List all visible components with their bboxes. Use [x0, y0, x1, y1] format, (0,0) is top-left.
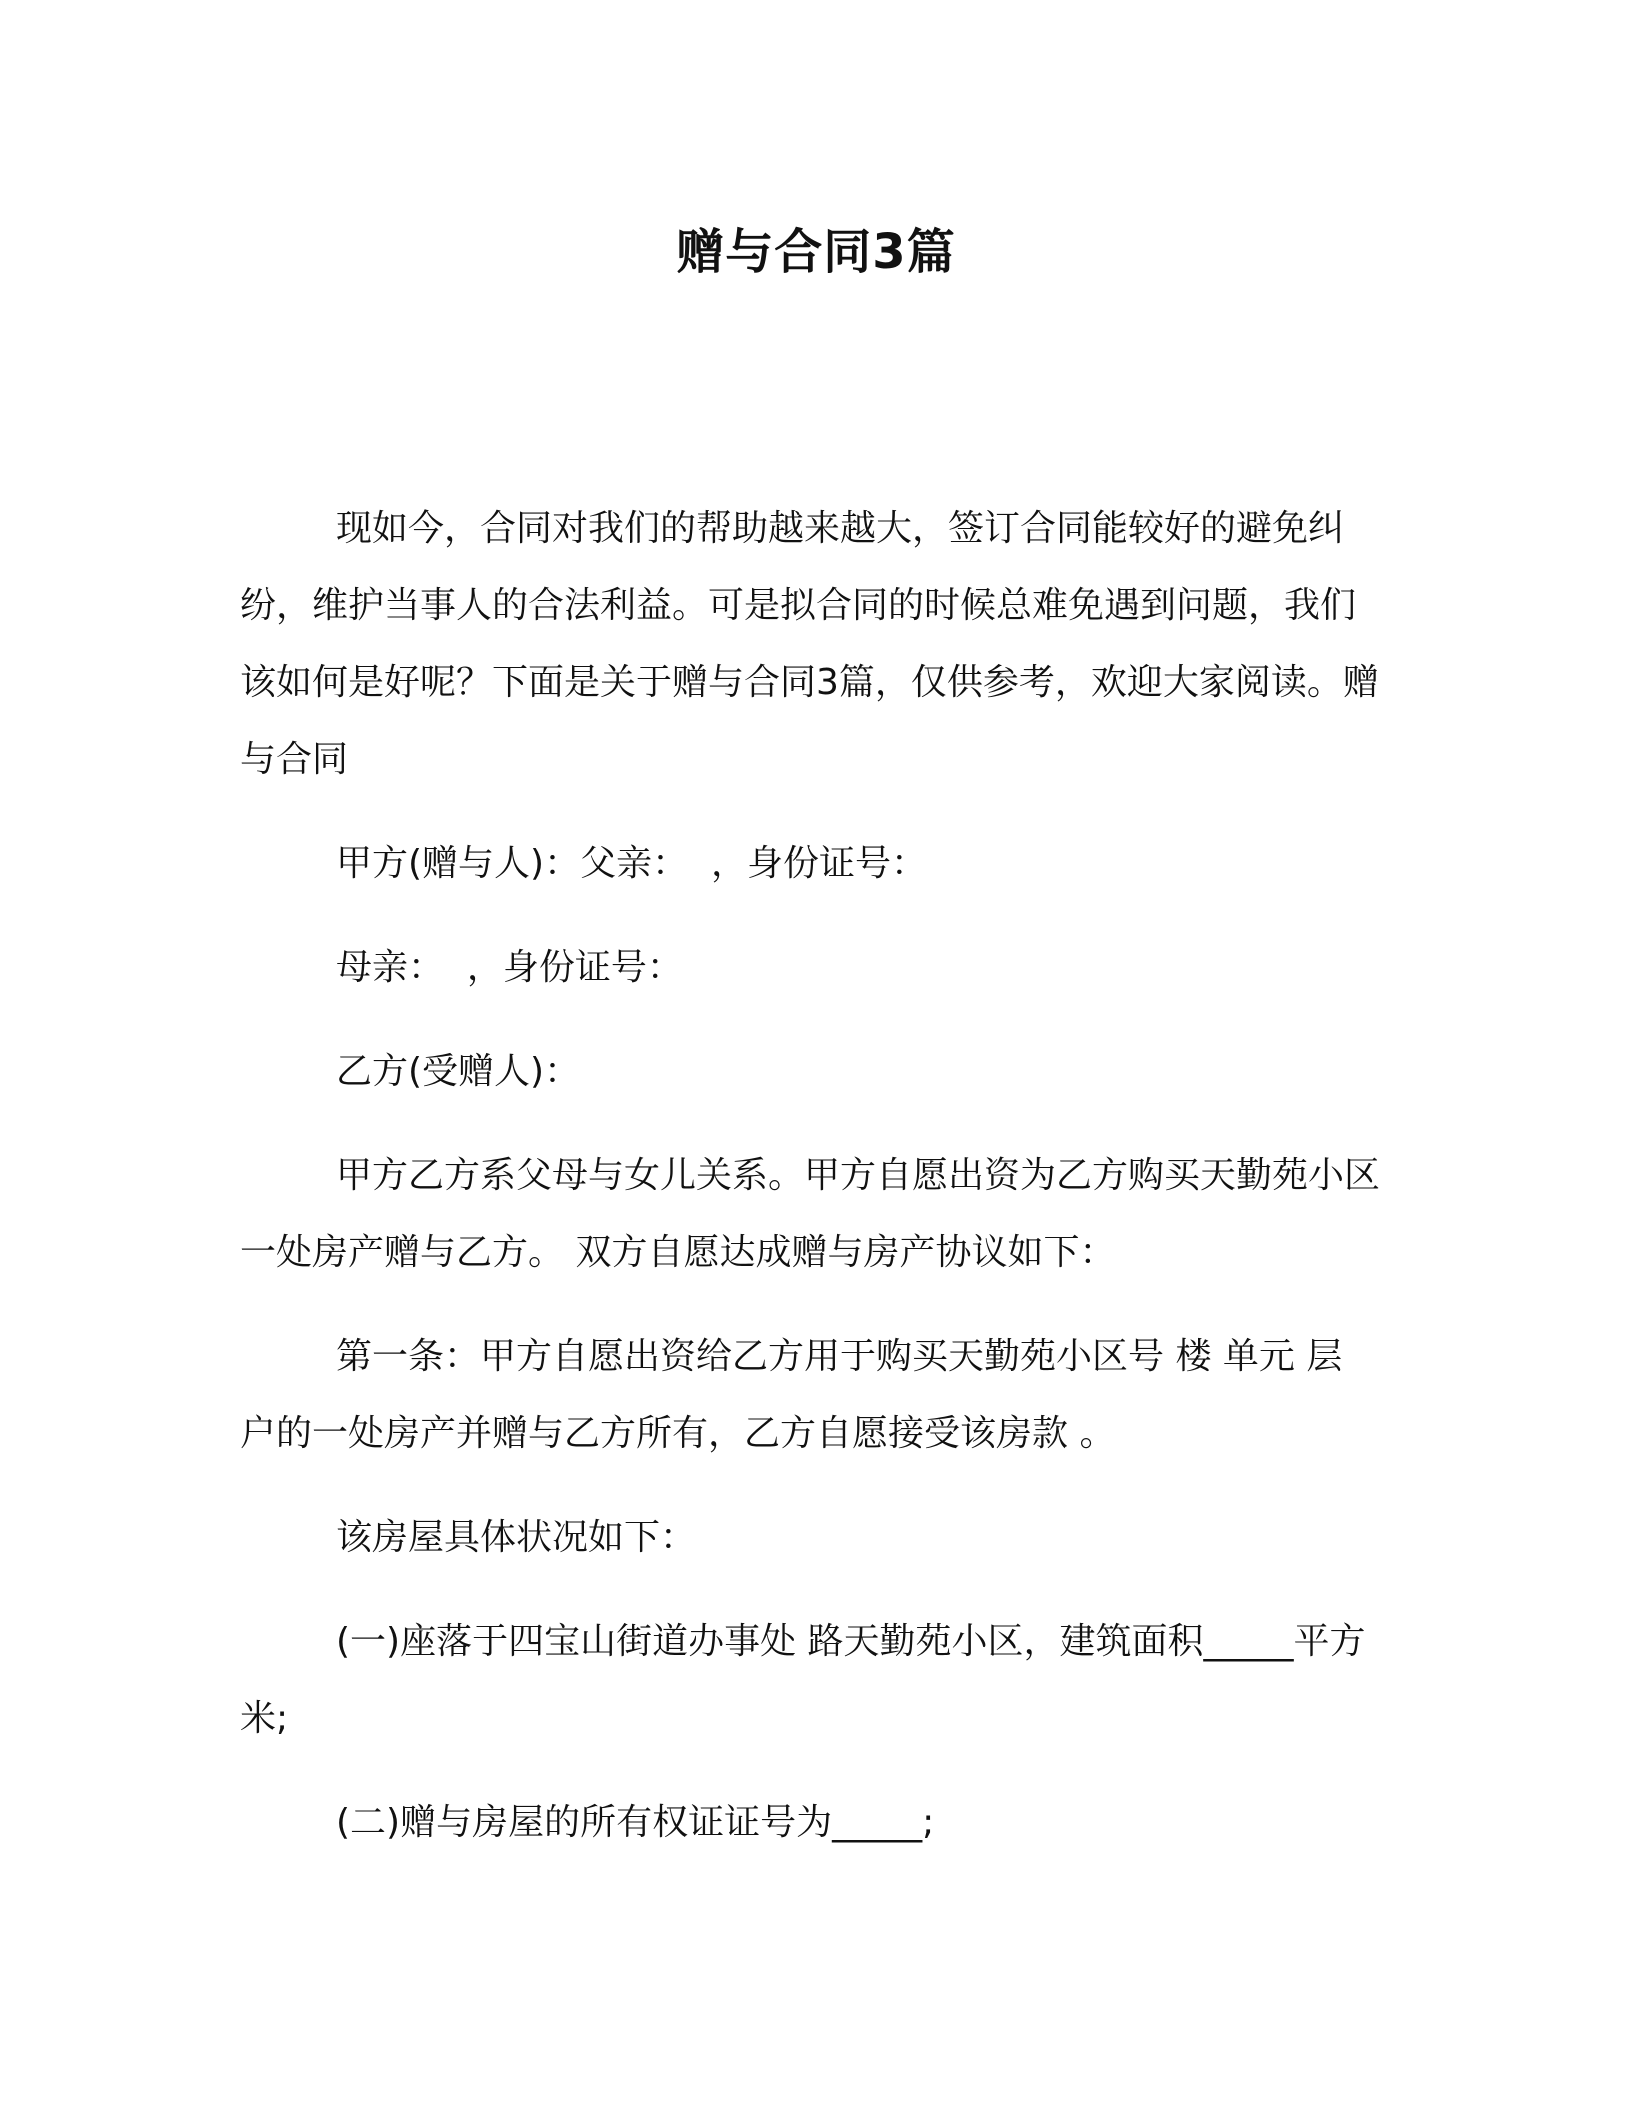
property-item-one: (一)座落于四宝山街道办事处 路天勤苑小区，建筑面积_____平方米; — [240, 1621, 1366, 1739]
document-title: 赠与合同3篇 — [676, 224, 956, 280]
document-body — [240, 490, 1380, 1861]
property-status-heading: 该房屋具体状况如下： — [336, 1517, 697, 1558]
article-one-paragraph: 第一条：甲方自愿出资给乙方用于购买天勤苑小区号 楼 单元 层 户的一处房产并赠与乙方所有，乙方自愿接受该房款 。 — [240, 1336, 1354, 1454]
donee-line: 乙方(受赠人)： — [336, 1051, 581, 1092]
property-item-two: (二)赠与房屋的所有权证证号为_____; — [336, 1802, 935, 1843]
relationship-paragraph: 甲方乙方系父母与女儿关系。甲方自愿出资为乙方购买天勤苑小区一处房产赠与乙方。 双方自愿达成赠与房产协议如下： — [240, 1155, 1381, 1273]
donor-line-mother: 母亲： ，身份证号： — [336, 947, 683, 988]
intro-paragraph: 现如今，合同对我们的帮助越来越大，签订合同能较好的避免纠纷，维护当事人的合法利益。可是拟合同的时候总难免遇到问题，我们该如何是好呢？下面是关于赠与合同3篇，仅供参考，欢迎大家阅读。赠与合同 — [240, 508, 1379, 780]
donor-line-father: 甲方(赠与人)：父亲： ，身份证号： — [336, 843, 927, 884]
